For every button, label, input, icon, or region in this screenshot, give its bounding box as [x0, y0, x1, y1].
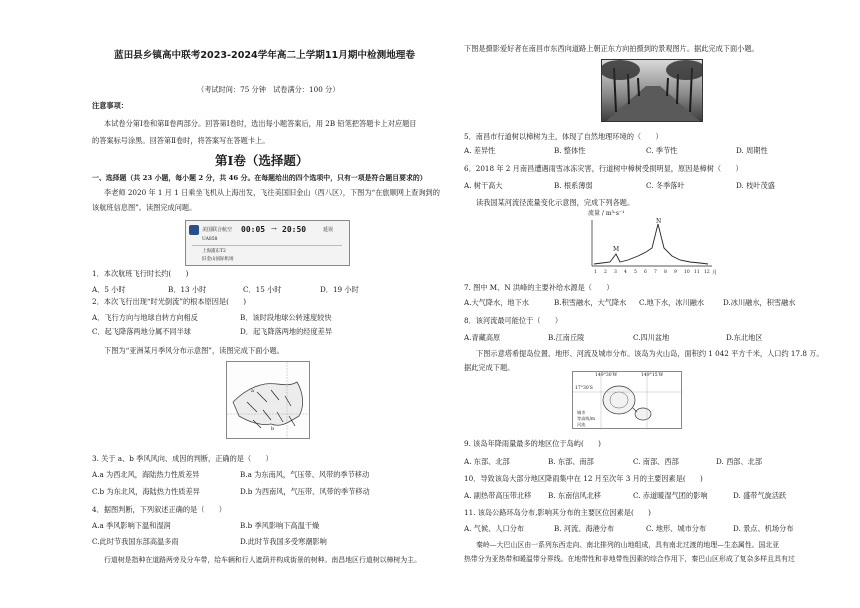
section-title: 第Ⅰ卷（选择题）	[215, 153, 309, 168]
question-7: 7. 图中 M、N 洪峰的主要补给水源是（ ）	[464, 283, 614, 292]
intro1-line-1: 李老师 2020 年 1 月 1 日乘坐飞机从上海出发，飞往美国旧金山（西八区），下图为“在旅顺网上查询到的	[104, 188, 440, 197]
island-map-svg	[573, 372, 683, 430]
question-2: 2．本次飞行出现“时光倒流”的根本原因是( )	[92, 297, 247, 306]
departure-time: 00:05	[241, 225, 266, 234]
runoff-curve	[594, 224, 708, 264]
q1-option-d[interactable]: D．19 小时	[320, 285, 359, 294]
road-surface	[604, 86, 702, 122]
q4-option-a[interactable]: A.a 季风影响下温和湿润	[92, 521, 171, 530]
road-photo-svg	[602, 60, 703, 122]
intro-last-line-1: 秦岭—大巴山区由一系列东西走向、南北排列的山地组成，具有南北过渡的地理—生态属性。国北亚	[476, 541, 780, 549]
q11-option-d[interactable]: D. 景点、机场分布	[733, 524, 794, 533]
q3-option-d[interactable]: D.b 为西南风，气压带、风带的季节移动	[240, 487, 370, 496]
month-tick-7: 7	[654, 270, 657, 275]
intro-3: 行道树是指种在道路两旁及分车带，给车辆和行人遮荫并构成街景的树种。南昌地区行道树以樟树为主。	[104, 556, 421, 564]
tree-canopy-left	[602, 60, 640, 80]
notice-heading: 注意事项：	[92, 101, 128, 110]
flight-divider	[192, 245, 342, 246]
q9-option-a[interactable]: A. 东部、北部	[464, 457, 510, 466]
question-8: 8．该河流最可能位于（ ）	[464, 316, 563, 325]
airline-logo	[189, 225, 199, 235]
right-column	[430, 0, 860, 608]
month-tick-11: 11	[694, 270, 700, 275]
q9-option-b[interactable]: B. 东部、南部	[548, 457, 594, 466]
month-tick-12: 12	[704, 270, 710, 275]
question-6: 6．2018 年 2 月南昌遭遇雨雪冰冻灾害，行道树中樟树受损明显，原因是樟树（ ）	[464, 164, 743, 173]
q3-option-b[interactable]: B.a 为东南风，气压带、风带的季节移动	[240, 470, 370, 479]
tree-canopy-right	[666, 60, 703, 80]
arrival-time: 20:50	[282, 225, 307, 234]
q2-option-d[interactable]: D．起飞降落两地的经度差异	[240, 327, 333, 336]
question-1: 1．本次航班飞行时长约( )	[92, 269, 189, 278]
question-3: 3. 关于 a、b 季风风向、成因的判断，正确的是（ ）	[92, 454, 273, 463]
isthmus	[633, 408, 637, 412]
map-lon-1: 149°30′W	[595, 373, 618, 378]
q10-option-b[interactable]: B. 东南信风北移	[548, 491, 601, 500]
photo-caption: 下图是摄影爱好者在南昌市东西向道路上朝正东方向拍摄到的景观图片。据此完成下面小题。	[464, 44, 759, 53]
island-map	[572, 371, 682, 429]
flight-row-destination: 旧金山国际机场	[202, 257, 234, 262]
month-tick-1: 1	[594, 270, 597, 275]
q6-option-c[interactable]: C. 冬季落叶	[646, 181, 685, 190]
q7-option-b[interactable]: B.积雪融水，大气降水	[554, 298, 627, 307]
month-tick-labels	[594, 269, 710, 275]
q1-option-b[interactable]: B．13 小时	[168, 285, 207, 294]
flight-row-origin: 上海浦东T2	[202, 249, 226, 254]
question-11: 11. 该岛公路环岛分布,影响其分布的主要区位因素是( )	[464, 508, 651, 517]
part1-heading: 一、选择题（共 23 小题，每小题 2 分，共 46 分。在每题给出的四个选项中，只有一项是符合题目要求的）	[92, 174, 427, 182]
month-tick-4: 4	[624, 270, 627, 275]
island-main	[603, 386, 635, 414]
q8-option-c[interactable]: C.四川盆地	[633, 333, 670, 342]
q7-option-d[interactable]: D.冰川融水，积雪融水	[723, 298, 796, 307]
q10-option-d[interactable]: D. 盛带气旋活跃	[733, 491, 787, 500]
flight-info-figure	[185, 220, 350, 266]
intro-island-line-1: 下图示意塔希提岛位置、地形、河流及城市分布。该岛为火山岛，面积约 1 042 平方千米，人口约 17.8 万。	[476, 349, 824, 358]
q7-option-c[interactable]: C.地下水，冰川融水	[639, 298, 705, 307]
q5-option-c[interactable]: C. 季节性	[646, 146, 678, 155]
q7-option-a[interactable]: A.大气降水，地下水	[464, 298, 529, 307]
q4-option-b[interactable]: B.b 季风影响下高温干燥	[240, 521, 320, 530]
monsoon-map	[226, 361, 310, 439]
peak-m-label: M	[613, 246, 620, 253]
intro-river: 读我国某河流径流量变化示意图，完成下列各题。	[476, 198, 635, 207]
flight-status: 延误	[323, 227, 334, 233]
legend-contour: 等高线/m	[577, 416, 595, 421]
month-tick-8: 8	[664, 270, 667, 275]
island-peninsula	[635, 408, 651, 420]
month-tick-5: 5	[634, 270, 637, 275]
runoff-chart	[580, 218, 720, 276]
q1-option-c[interactable]: C．15 小时	[243, 285, 282, 294]
q4-option-d[interactable]: D.此时节我国多受寒潮影响	[240, 537, 327, 546]
month-tick-2: 2	[604, 270, 607, 275]
intro-last-line-2: 热带分为亚热带和暖温带分界线。在地带性和非地带性因素的综合作用下，秦巴山区形成了复杂多样且具有过	[464, 555, 795, 563]
q8-option-d[interactable]: D.东北地区	[726, 333, 763, 342]
notice-line-2: 的答案标号涂黑。回答第Ⅱ卷时，将答案写在答题卡上。	[92, 136, 270, 145]
month-tick-10: 10	[684, 270, 690, 275]
q6-option-b[interactable]: B. 根系薄弱	[554, 181, 593, 190]
legend-river: 河流	[577, 422, 586, 427]
q1-option-a[interactable]: A．5 小时	[92, 285, 126, 294]
q5-option-d[interactable]: D. 周期性	[736, 146, 768, 155]
q6-option-d[interactable]: D. 枝叶茂盛	[736, 181, 775, 190]
q11-option-c[interactable]: C. 地形、城市分布	[646, 524, 707, 533]
intro-island-line-2: 据此完成下题。	[464, 363, 515, 372]
q2-option-c[interactable]: C．起飞降落两地分属不同半球	[92, 327, 191, 336]
intro1-line-2: 该航班信息图”。读图完成问题。	[92, 203, 197, 212]
map-lon-2: 149°15′W	[641, 373, 664, 378]
legend-city: 城市	[577, 410, 586, 415]
question-10: 10．导致该岛大部分地区降雨集中在 12 月至次年 3 月的主要因素是( )	[464, 474, 703, 483]
label-b: b	[271, 426, 275, 432]
q9-option-c[interactable]: C. 南部、西部	[633, 457, 679, 466]
question-4: 4．据图判断，下列叙述正确的是（ ）	[92, 505, 226, 514]
flight-number: UA858	[202, 237, 218, 242]
q8-option-b[interactable]: B.江南丘陵	[548, 333, 585, 342]
q2-option-b[interactable]: B．该时段地球公转速度较快	[240, 313, 332, 322]
notice-line-1: 本试卷分第Ⅰ卷和第Ⅱ卷两部分。回答第Ⅰ卷时，选出每小题答案后，用 2B 铅笔把答题卡上对应题目	[104, 119, 417, 128]
q11-option-a[interactable]: A. 气候、人口分布	[464, 524, 525, 533]
exam-info: （考试时间：75 分钟 试卷满分：100 分）	[197, 85, 340, 94]
monsoon-map-svg	[227, 362, 311, 440]
exam-title: 蓝田县乡镇高中联考2023-2024学年高二上学期11月期中检测地理卷	[114, 50, 415, 61]
q5-option-b[interactable]: B. 整体性	[554, 146, 586, 155]
q10-option-c[interactable]: C. 赤道暖湿气团的影响	[633, 491, 708, 500]
q6-option-a[interactable]: A. 树干高大	[464, 181, 503, 190]
road-photo	[601, 59, 703, 122]
intro-2: 下图为“亚洲某月季风分布示意图”，读图完成下面小题。	[104, 346, 284, 355]
airline-label: 美国联合航空	[202, 227, 233, 233]
q4-option-c[interactable]: C.此时节我国东部高温多雨	[92, 537, 179, 546]
q10-option-a[interactable]: A. 副热带高压带北移	[464, 491, 532, 500]
question-5: 5．南昌市行道树以樟树为主，体现了自然地理环境的（ ）	[464, 132, 663, 141]
month-tick-9: 9	[674, 270, 677, 275]
q9-option-d[interactable]: D. 西部、北部	[716, 457, 763, 466]
q3-option-a[interactable]: A.a 为西北风，海陆热力性质差异	[92, 470, 200, 479]
question-9: 9. 该岛年降雨量最多的地区位于岛屿( )	[464, 439, 601, 448]
q8-option-a[interactable]: A.青藏高原	[464, 333, 501, 342]
flight-arrow: →	[271, 225, 277, 233]
map-lat: 17°30′S	[575, 386, 593, 391]
q2-option-a[interactable]: A．飞行方向与地球自转方向相反	[92, 313, 198, 322]
month-tick-6: 6	[644, 270, 647, 275]
label-a: a	[251, 388, 254, 394]
chart-y-label: 流量 / m³·s⁻¹	[588, 210, 625, 217]
month-tick-3: 3	[614, 270, 617, 275]
q3-option-c[interactable]: C.b 为东北风，海陆热力性质差异	[92, 487, 200, 496]
chart-x-unit: 月	[712, 270, 718, 276]
land-outline	[233, 382, 303, 425]
peak-n-label: N	[656, 218, 662, 225]
q11-option-b[interactable]: B. 河流、海港分布	[554, 524, 615, 533]
q5-option-a[interactable]: A. 差异性	[464, 146, 496, 155]
